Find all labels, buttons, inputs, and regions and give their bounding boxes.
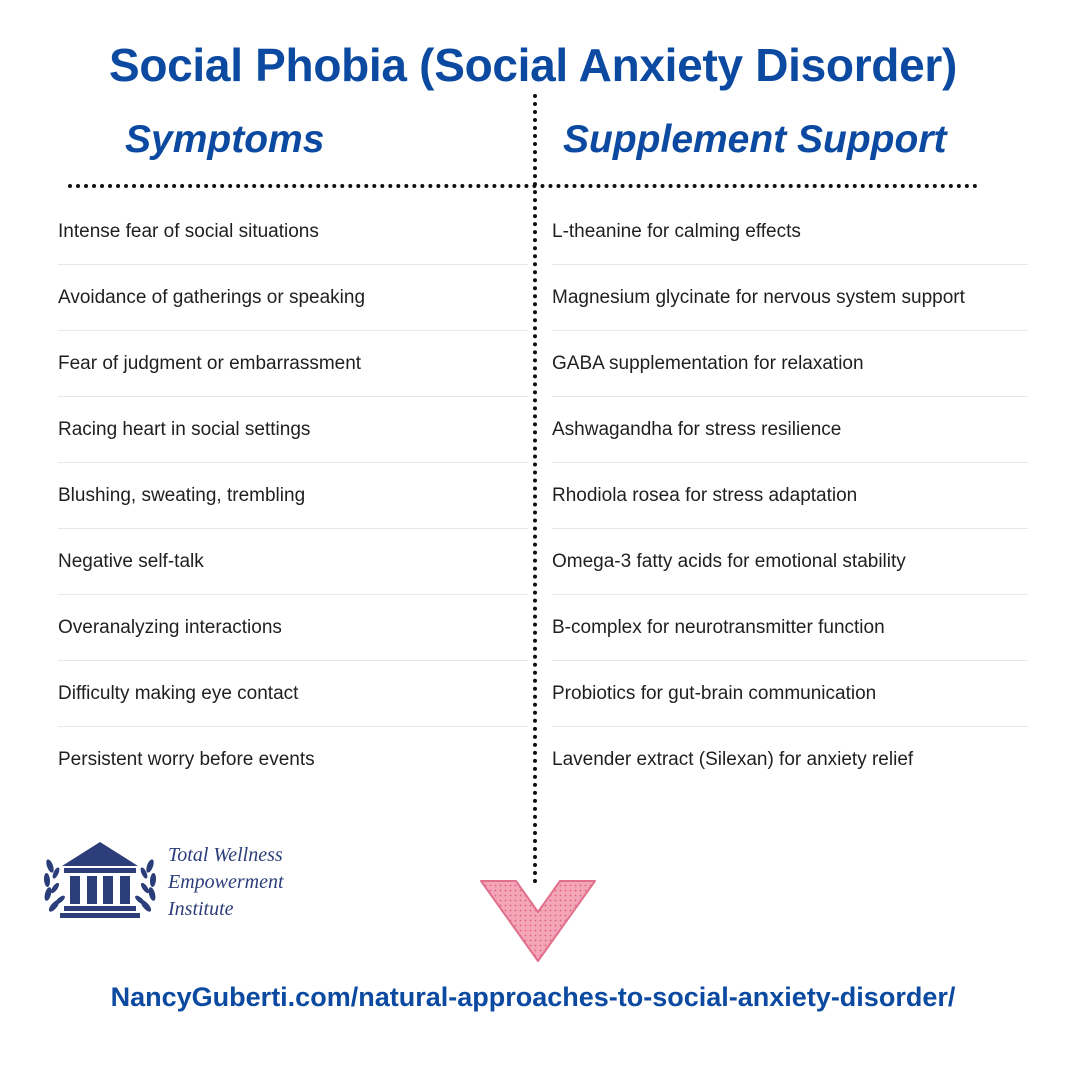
table-row [0, 595, 1080, 661]
symptom-cell: Racing heart in social settings [58, 397, 528, 463]
supplement-cell: Probiotics for gut-brain communication [552, 661, 1028, 727]
symptom-cell: Fear of judgment or embarrassment [58, 331, 528, 397]
org-line: Institute [168, 898, 234, 920]
organization-name [168, 842, 284, 923]
horizontal-dotted-divider [68, 184, 978, 188]
symptom-cell: Blushing, sweating, trembling [58, 463, 528, 529]
table-row [0, 199, 1080, 265]
symptoms-heading: Symptoms [125, 118, 325, 161]
org-line: Empowerment [168, 871, 284, 893]
supplement-cell: Ashwagandha for stress resilience [552, 397, 1028, 463]
supplement-cell: Magnesium glycinate for nervous system support [552, 265, 1028, 331]
supplement-cell: Omega-3 fatty acids for emotional stability [552, 529, 1028, 595]
supplement-cell: Rhodiola rosea for stress adaptation [552, 463, 1028, 529]
table-row [0, 331, 1080, 397]
supplement-cell: L-theanine for calming effects [552, 199, 1028, 265]
symptom-cell: Persistent worry before events [58, 749, 315, 770]
symptom-cell: Negative self-talk [58, 529, 528, 595]
supplement-cell: GABA supplementation for relaxation [552, 331, 1028, 397]
table-row [0, 463, 1080, 529]
symptom-cell: Difficulty making eye contact [58, 661, 528, 727]
supplement-cell: B-complex for neurotransmitter function [552, 595, 1028, 661]
pillared-building-laurel-icon [40, 838, 160, 922]
table-row [0, 529, 1080, 595]
supplement-cell: Lavender extract (Silexan) for anxiety relief [552, 749, 914, 770]
table-row [0, 661, 1080, 727]
symptom-cell: Overanalyzing interactions [58, 595, 528, 661]
symptom-cell: Avoidance of gatherings or speaking [58, 265, 528, 331]
comparison-table [0, 199, 1080, 793]
page-title: Social Phobia (Social Anxiety Disorder) [108, 39, 958, 91]
table-row [0, 727, 1080, 793]
table-row [0, 397, 1080, 463]
down-chevron-arrow-icon [478, 878, 598, 964]
website-link[interactable]: NancyGuberti.com/natural-approaches-to-social-anxiety-disorder/ [110, 982, 956, 1012]
org-line: Total Wellness [168, 844, 283, 866]
symptom-cell: Intense fear of social situations [58, 199, 528, 265]
supplement-support-heading: Supplement Support [563, 118, 947, 161]
table-row [0, 265, 1080, 331]
